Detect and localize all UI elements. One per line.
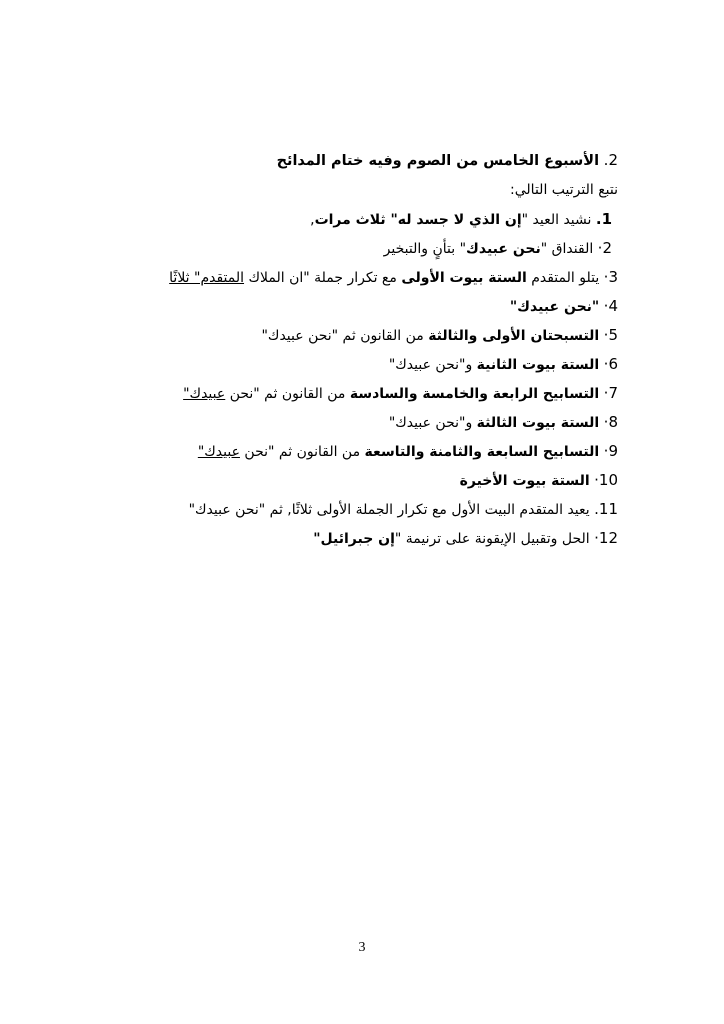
item-number: 10· — [594, 471, 618, 489]
item-number: 11. — [594, 500, 618, 518]
list-item-4 — [510, 296, 618, 317]
item-number: 5· — [603, 326, 618, 344]
item-bold-text: التسابيح السابعة والثامنة والتاسعة — [364, 444, 600, 460]
item-number: 8· — [603, 413, 618, 431]
item-text: , — [310, 212, 315, 228]
item-underlined-text: المتقدم" ثلاثًا — [169, 270, 245, 286]
item-text: مع تكرار جملة "ان الملاك — [244, 270, 402, 286]
item-underlined-text: عبيدك" — [197, 444, 240, 460]
item-text: من القانون ثم "نحن عبيدك" — [261, 328, 429, 344]
item-underlined-text: عبيدك" — [183, 386, 226, 402]
item-number: 9· — [603, 442, 618, 460]
intro-line: نتبع الترتيب التالي: — [510, 182, 618, 198]
list-item-10 — [460, 470, 618, 491]
list-item-2 — [384, 238, 612, 259]
item-number: 4· — [603, 297, 618, 315]
item-bold-text: التسابيح الرابعة والخامسة والسادسة — [349, 386, 600, 402]
item-text: الحل وتقبيل الإيقونة على ترنيمة " — [394, 531, 590, 547]
heading-text: الأسبوع الخامس من الصوم وفيه ختام المدائح — [276, 153, 600, 169]
item-bold-text: نحن عبيدك — [466, 241, 541, 257]
heading-number: 2. — [603, 151, 618, 169]
page-number: 3 — [358, 940, 366, 955]
item-text: نشيد العيد " — [521, 212, 592, 228]
item-bold-text: "نحن عبيدك" — [509, 299, 600, 315]
list-item-8 — [389, 412, 618, 433]
item-text: و"نحن عبيدك" — [388, 415, 477, 431]
item-number: 1. — [595, 210, 612, 228]
item-bold-text: الستة بيوت الأخيرة — [459, 473, 590, 489]
item-text: و"نحن عبيدك" — [388, 357, 477, 373]
list-item-5 — [261, 325, 618, 346]
item-text: يعيد المتقدم البيت الأول مع تكرار الجملة الأولى ثلاثًا, ثم "نحن عبيدك" — [188, 502, 590, 518]
list-item-3 — [169, 267, 618, 288]
item-bold-text: الستة بيوت الأولى — [401, 270, 527, 286]
item-bold-text: إن جبرائيل" — [313, 531, 395, 547]
list-item-12 — [313, 528, 618, 549]
item-number: 6· — [603, 355, 618, 373]
item-bold-text: التسبحتان الأولى والثالثة — [428, 328, 600, 344]
item-text: القنداق " — [540, 241, 594, 257]
item-text: من القانون ثم "نحن — [239, 444, 365, 460]
item-number: 12· — [594, 529, 618, 547]
list-item-11 — [189, 499, 618, 520]
item-text: من القانون ثم "نحن — [225, 386, 350, 402]
section-heading — [277, 150, 618, 171]
item-number: 7· — [603, 384, 618, 402]
item-bold-text: الستة بيوت الثالثة — [476, 415, 600, 431]
item-text: يتلو المتقدم — [526, 270, 600, 286]
item-text: " بتأنٍ والتبخير — [383, 241, 467, 257]
list-item-9 — [198, 441, 618, 462]
list-item-7 — [183, 383, 618, 404]
item-bold-text: إن الذي لا جسد له" ثلاث مرات — [314, 212, 522, 228]
item-bold-text: الستة بيوت الثانية — [476, 357, 600, 373]
item-number: 2· — [597, 239, 612, 257]
item-number: 3· — [603, 268, 618, 286]
list-item-1 — [310, 209, 612, 230]
list-item-6 — [389, 354, 618, 375]
